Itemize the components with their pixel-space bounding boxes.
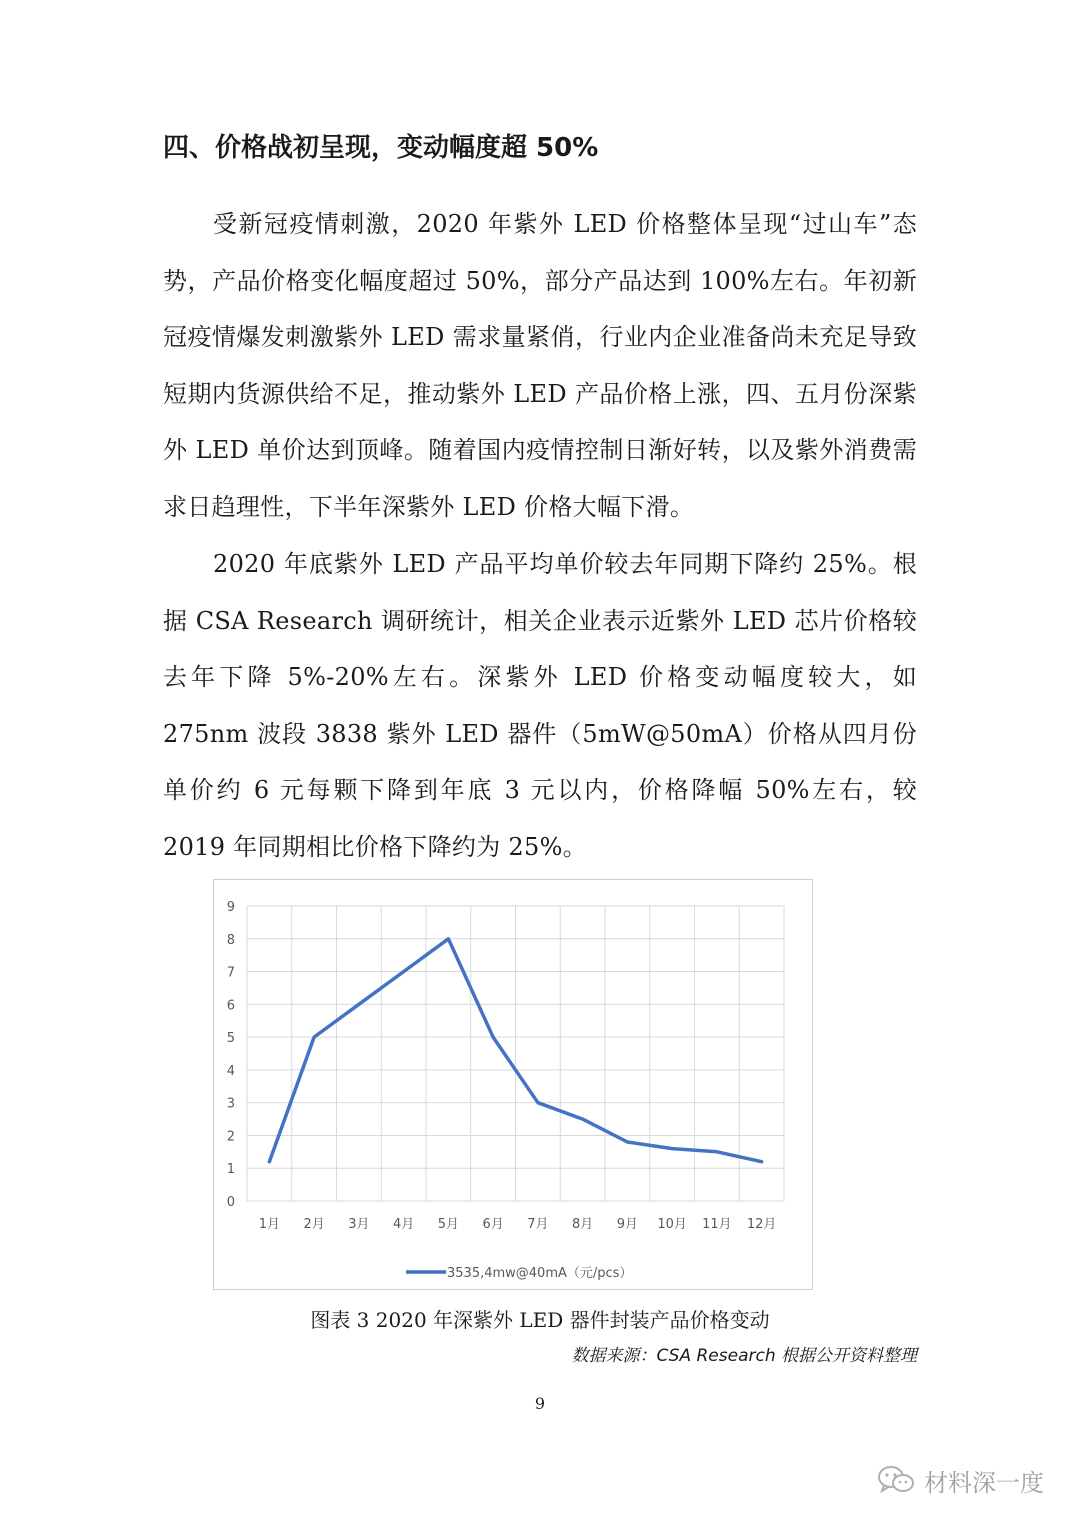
price-line-chart bbox=[213, 879, 813, 1290]
x-tick-label: 12月 bbox=[746, 1217, 777, 1232]
x-tick-label: 10月 bbox=[657, 1217, 687, 1232]
x-tick-label: 1月 bbox=[258, 1217, 281, 1232]
y-tick-label: 2 bbox=[226, 1129, 235, 1145]
section-heading: 四、价格战初呈现，变动幅度超 50% bbox=[163, 133, 599, 163]
y-tick-label: 5 bbox=[226, 1031, 235, 1047]
y-tick-label: 0 bbox=[226, 1195, 235, 1210]
x-tick-label: 11月 bbox=[702, 1217, 732, 1232]
x-tick-label: 5月 bbox=[437, 1217, 460, 1232]
y-tick-label: 4 bbox=[226, 1063, 235, 1079]
watermark-text: 材料深一度 bbox=[924, 1468, 1044, 1497]
x-tick-label: 8月 bbox=[571, 1217, 594, 1232]
page-number: 9 bbox=[534, 1394, 546, 1413]
chart-canvas bbox=[214, 880, 814, 1291]
data-source-note: 数据来源：CSA Research 根据公开资料整理 bbox=[571, 1346, 917, 1366]
y-tick-label: 8 bbox=[226, 932, 235, 948]
y-tick-label: 7 bbox=[226, 965, 235, 981]
body-paragraph-1: 受新冠疫情刺激，2020 年紫外 LED 价格整体呈现“过山车”态势，产品价格变化幅度超过 50%，部分产品达到 100%左右。年初新冠疫情爆发刺激紫外 LED 需求量紧俏，行业内企业准备尚未充足导致短期内货源供给不足，推动紫外 LED 产品价格上涨，四、五月份深紫外 LED 单价达到顶峰。随着国内疫情控制日渐好转，以及紫外消费需求日趋理性，下半年深紫外 LED 价格大幅下滑。 bbox=[163, 210, 917, 521]
legend-label: 3535,4mw@40mA（元/pcs） bbox=[447, 1266, 633, 1281]
body-paragraph-2: 2020 年底紫外 LED 产品平均单价较去年同期下降约 25%。根据 CSA Research 调研统计，相关企业表示近紫外 LED 芯片价格较去年下降 5%-20%左右。深紫外 LED 价格变动幅度较大，如 275nm 波段 3838 紫外 LED 器件（5mW@50mA）价格从四月份单价约 6 元每颗下降到年底 3 元以内，价格降幅 50%左右，较 2019 年同期相比价格下降约为 25%。 bbox=[163, 550, 917, 861]
x-tick-label: 2月 bbox=[303, 1217, 325, 1232]
y-tick-label: 9 bbox=[226, 900, 235, 915]
x-tick-label: 4月 bbox=[392, 1217, 415, 1232]
figure-caption: 图表 3 2020 年深紫外 LED 器件封装产品价格变动 bbox=[310, 1308, 770, 1332]
y-tick-label: 3 bbox=[226, 1096, 235, 1112]
y-tick-label: 1 bbox=[226, 1162, 235, 1178]
wechat-icon bbox=[876, 1464, 916, 1496]
x-tick-label: 6月 bbox=[482, 1217, 504, 1232]
x-tick-label: 3月 bbox=[348, 1217, 370, 1232]
x-tick-label: 7月 bbox=[527, 1217, 549, 1232]
y-tick-label: 6 bbox=[226, 998, 235, 1014]
x-tick-label: 9月 bbox=[616, 1217, 639, 1232]
watermark bbox=[876, 1460, 1044, 1500]
